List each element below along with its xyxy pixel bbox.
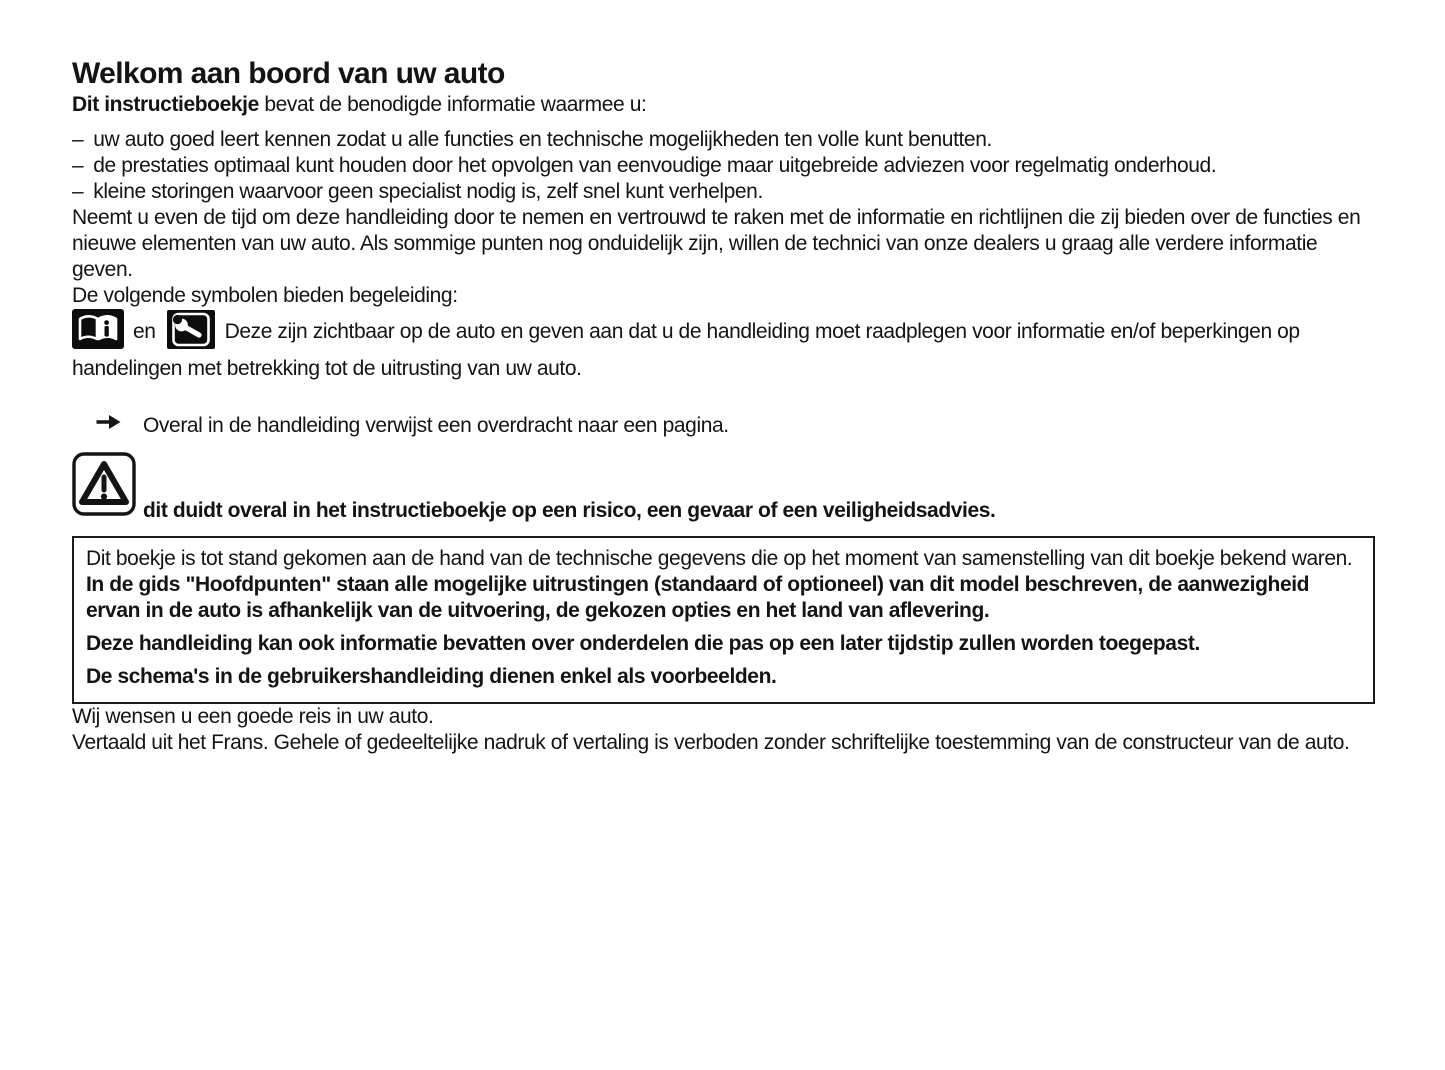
- dash-bullet: –: [72, 154, 84, 177]
- info-box-paragraph: De schema's in de gebruikershandleiding dienen enkel als voorbeelden.: [86, 665, 777, 688]
- info-box-regular-text: Dit boekje is tot stand gekomen aan de hand van de technische gegevens die op het moment van samenstelling van dit boekje bekend waren.: [86, 547, 1353, 570]
- read-manual-paragraph: Neemt u even de tijd om deze handleiding door te nemen en vertrouwd te raken met de informatie en richtlijnen die zij bieden over de functies en nieuwe elementen van uw auto. Als sommige punten nog onduidelijk zijn, willen de technici van onze dealers u graag alle verdere informatie geven.: [72, 206, 1361, 281]
- arrow-note-text: Overal in de handleiding verwijst een overdracht naar een pagina.: [143, 413, 729, 437]
- info-box-paragraph: [86, 546, 1360, 624]
- symbols-heading: De volgende symbolen bieden begeleiding:: [72, 284, 458, 307]
- closing-wish: Wij wensen u een goede reis in uw auto.: [72, 705, 434, 728]
- right-arrow-icon: [95, 412, 122, 439]
- intro-paragraph: [72, 92, 1375, 118]
- warning-triangle-icon: [72, 452, 136, 523]
- list-item-text: de prestaties optimaal kunt houden door het opvolgen van eenvoudige maar uitgebreide adviezen voor regelmatig onderhoud.: [93, 154, 1217, 177]
- info-box-paragraph: Deze handleiding kan ook informatie bevatten over onderdelen die pas op een later tijdstip zullen worden toegepast.: [86, 632, 1200, 655]
- bullet-list: [72, 127, 1375, 205]
- symbols-paragraph: [72, 309, 1375, 382]
- intro-rest: bevat de benodigde informatie waarmee u:: [258, 93, 647, 116]
- list-item-text: kleine storingen waarvoor geen specialist nodig is, zelf snel kunt verhelpen.: [93, 180, 763, 203]
- symbols-connector: en: [133, 320, 156, 343]
- list-item: [72, 179, 1375, 205]
- safety-warning-note: [72, 452, 1375, 523]
- list-item-text: uw auto goed leert kennen zodat u alle functies en technische mogelijkheden ten volle kunt benutten.: [93, 128, 992, 151]
- list-item: [72, 153, 1375, 179]
- info-box-bold-text: In de gids "Hoofdpunten" staan alle mogelijke uitrustingen (standaard of optioneel) van dit model beschreven, de aanwezigheid ervan in de auto is afhankelijk van de uitvoering, de gekozen opties en het land van aflevering.: [86, 573, 1310, 622]
- edition-info-box: [72, 536, 1375, 704]
- dash-bullet: –: [72, 180, 84, 203]
- page-title: Welkom aan boord van uw auto: [72, 57, 505, 90]
- warning-note-text: dit duidt overal in het instructieboekje op een risico, een gevaar of een veiligheidsadvies.: [143, 499, 996, 522]
- page-reference-note: [72, 412, 1375, 439]
- open-book-info-icon: [72, 309, 124, 356]
- dash-bullet: –: [72, 128, 84, 151]
- symbols-description: Deze zijn zichtbaar op de auto en geven aan dat u de handleiding moet raadplegen voor informatie en/of beperkingen op handelingen met betrekking tot de uitrusting van uw auto.: [72, 320, 1300, 380]
- wrench-icon: [167, 310, 215, 356]
- copyright-notice: Vertaald uit het Frans. Gehele of gedeeltelijke nadruk of vertaling is verboden zonder schriftelijke toestemming van de constructeur van de auto.: [72, 731, 1350, 754]
- intro-bold-lead: Dit instructieboekje: [72, 93, 259, 116]
- list-item: [72, 127, 1375, 153]
